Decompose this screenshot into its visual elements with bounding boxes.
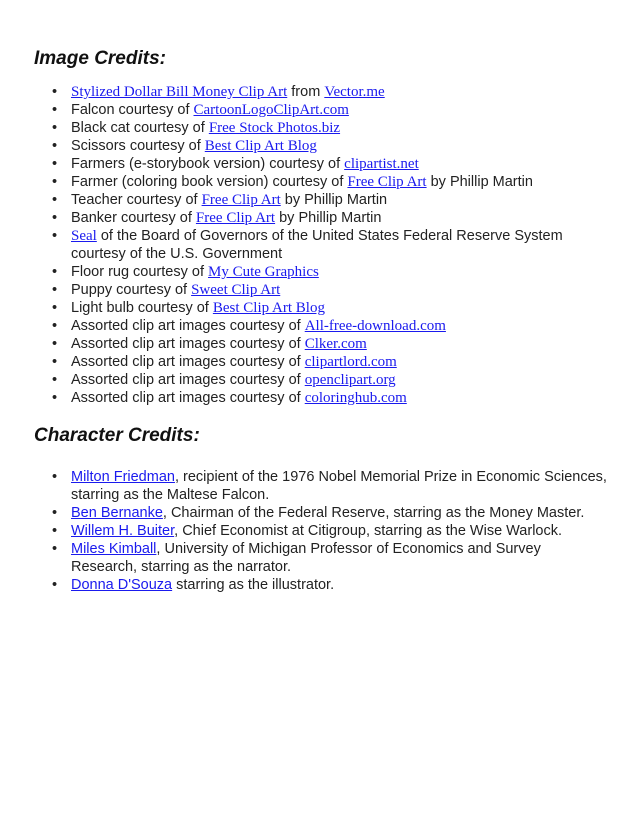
character-credit-item [0, 468, 638, 504]
bullet: • [52, 318, 58, 334]
credit-text: Floor rug courtesy of [71, 264, 208, 280]
credit-text: by Phillip Martin [426, 174, 533, 190]
credit-text: from [287, 84, 325, 100]
image-credit-item [0, 389, 638, 407]
bullet: • [52, 120, 58, 136]
image-credit-item [0, 191, 638, 209]
image-credit-link[interactable]: Clker.com [304, 336, 367, 352]
image-credit-link[interactable]: Best Clip Art Blog [204, 138, 317, 154]
image-credit-link[interactable]: Stylized Dollar Bill Money Clip Art [71, 84, 288, 100]
credit-text: Assorted clip art images courtesy of [71, 390, 305, 406]
character-credit-link[interactable]: Miles Kimball [71, 541, 157, 557]
credit-text: Scissors courtesy of [71, 138, 205, 154]
credit-text: by Phillip Martin [280, 192, 388, 208]
image-credit-item [0, 371, 638, 389]
image-credit-item [0, 119, 638, 137]
image-credit-item [0, 227, 638, 263]
image-credit-link[interactable]: Seal [71, 228, 97, 244]
image-credit-link[interactable]: coloringhub.com [304, 390, 407, 406]
bullet: • [52, 156, 58, 172]
image-credit-link[interactable]: Free Stock Photos.biz [208, 120, 341, 136]
image-credits-list [0, 83, 638, 407]
character-credit-link[interactable]: Milton Friedman [71, 469, 175, 485]
credit-text: starring as the illustrator. [172, 577, 335, 593]
bullet: • [52, 541, 58, 557]
image-credit-item [0, 83, 638, 101]
credit-text: Light bulb courtesy of [71, 300, 213, 316]
image-credit-link[interactable]: Free Clip Art [347, 174, 427, 190]
bullet: • [52, 505, 58, 521]
credit-text: Black cat courtesy of [71, 120, 209, 136]
credit-text: , University of Michigan Professor of Economics and Survey Research, starring as the narrator. [71, 541, 541, 575]
image-credit-link[interactable]: Free Clip Art [195, 210, 276, 226]
image-credit-link[interactable]: My Cute Graphics [208, 264, 319, 280]
credit-text: Falcon courtesy of [71, 102, 194, 118]
bullet: • [52, 174, 58, 190]
bullet: • [52, 228, 58, 244]
bullet: • [52, 523, 58, 539]
character-credit-link[interactable]: Willem H. Buiter [71, 523, 175, 539]
image-credit-item [0, 155, 638, 173]
character-credits-list [0, 468, 638, 594]
bullet: • [52, 264, 58, 280]
bullet: • [52, 210, 58, 226]
image-credit-item [0, 173, 638, 191]
bullet: • [52, 192, 58, 208]
character-credit-item [0, 576, 638, 594]
bullet: • [52, 354, 58, 370]
image-credit-item [0, 137, 638, 155]
credit-text: , recipient of the 1976 Nobel Memorial Prize in Economic Sciences, starring as the Maltese Falcon. [71, 469, 607, 503]
credit-text: , Chief Economist at Citigroup, starring as the Wise Warlock. [174, 523, 563, 539]
bullet: • [52, 102, 58, 118]
credit-text: Farmer (coloring book version) courtesy of [71, 174, 348, 190]
bullet: • [52, 84, 58, 100]
image-credit-item [0, 263, 638, 281]
image-credit-link[interactable]: Sweet Clip Art [191, 282, 281, 298]
image-credit-link[interactable]: clipartlord.com [304, 354, 397, 370]
character-credits-heading: Character Credits: [34, 425, 200, 446]
credit-text: of the Board of Governors of the United States Federal Reserve System courtesy of the U.S. Government [71, 228, 563, 262]
image-credit-link[interactable]: All-free-download.com [304, 318, 446, 334]
character-credit-item [0, 540, 638, 576]
image-credit-item [0, 335, 638, 353]
character-credit-link[interactable]: Ben Bernanke [71, 505, 163, 521]
image-credit-link[interactable]: Free Clip Art [201, 192, 281, 208]
credit-text: Assorted clip art images courtesy of [71, 354, 305, 370]
credit-text: Puppy courtesy of [71, 282, 192, 298]
image-credit-link[interactable]: Best Clip Art Blog [212, 300, 325, 316]
bullet: • [52, 469, 58, 485]
image-credit-link[interactable]: clipartist.net [344, 156, 419, 172]
credit-text: Farmers (e-storybook version) courtesy of [71, 156, 345, 172]
image-credits-heading: Image Credits: [34, 48, 166, 69]
character-credit-link[interactable]: Donna D'Souza [71, 577, 173, 593]
credit-text: Teacher courtesy of [71, 192, 202, 208]
character-credit-item [0, 522, 638, 540]
credit-text: by Phillip Martin [275, 210, 382, 226]
credit-text: Assorted clip art images courtesy of [71, 318, 305, 334]
credit-text: Assorted clip art images courtesy of [71, 372, 305, 388]
image-credit-item [0, 317, 638, 335]
bullet: • [52, 300, 58, 316]
image-credit-link[interactable]: CartoonLogoClipArt.com [193, 102, 349, 118]
image-credit-item [0, 281, 638, 299]
image-credit-item [0, 101, 638, 119]
bullet: • [52, 390, 58, 406]
bullet: • [52, 372, 58, 388]
bullet: • [52, 577, 58, 593]
bullet: • [52, 282, 58, 298]
image-credit-item [0, 209, 638, 227]
bullet: • [52, 138, 58, 154]
image-credit-link[interactable]: Vector.me [324, 84, 385, 100]
image-credit-item [0, 299, 638, 317]
image-credit-link[interactable]: openclipart.org [304, 372, 396, 388]
character-credit-item [0, 504, 638, 522]
credit-text: Assorted clip art images courtesy of [71, 336, 305, 352]
image-credit-item [0, 353, 638, 371]
credit-text: , Chairman of the Federal Reserve, starring as the Money Master. [162, 505, 585, 521]
credit-text: Banker courtesy of [71, 210, 196, 226]
bullet: • [52, 336, 58, 352]
